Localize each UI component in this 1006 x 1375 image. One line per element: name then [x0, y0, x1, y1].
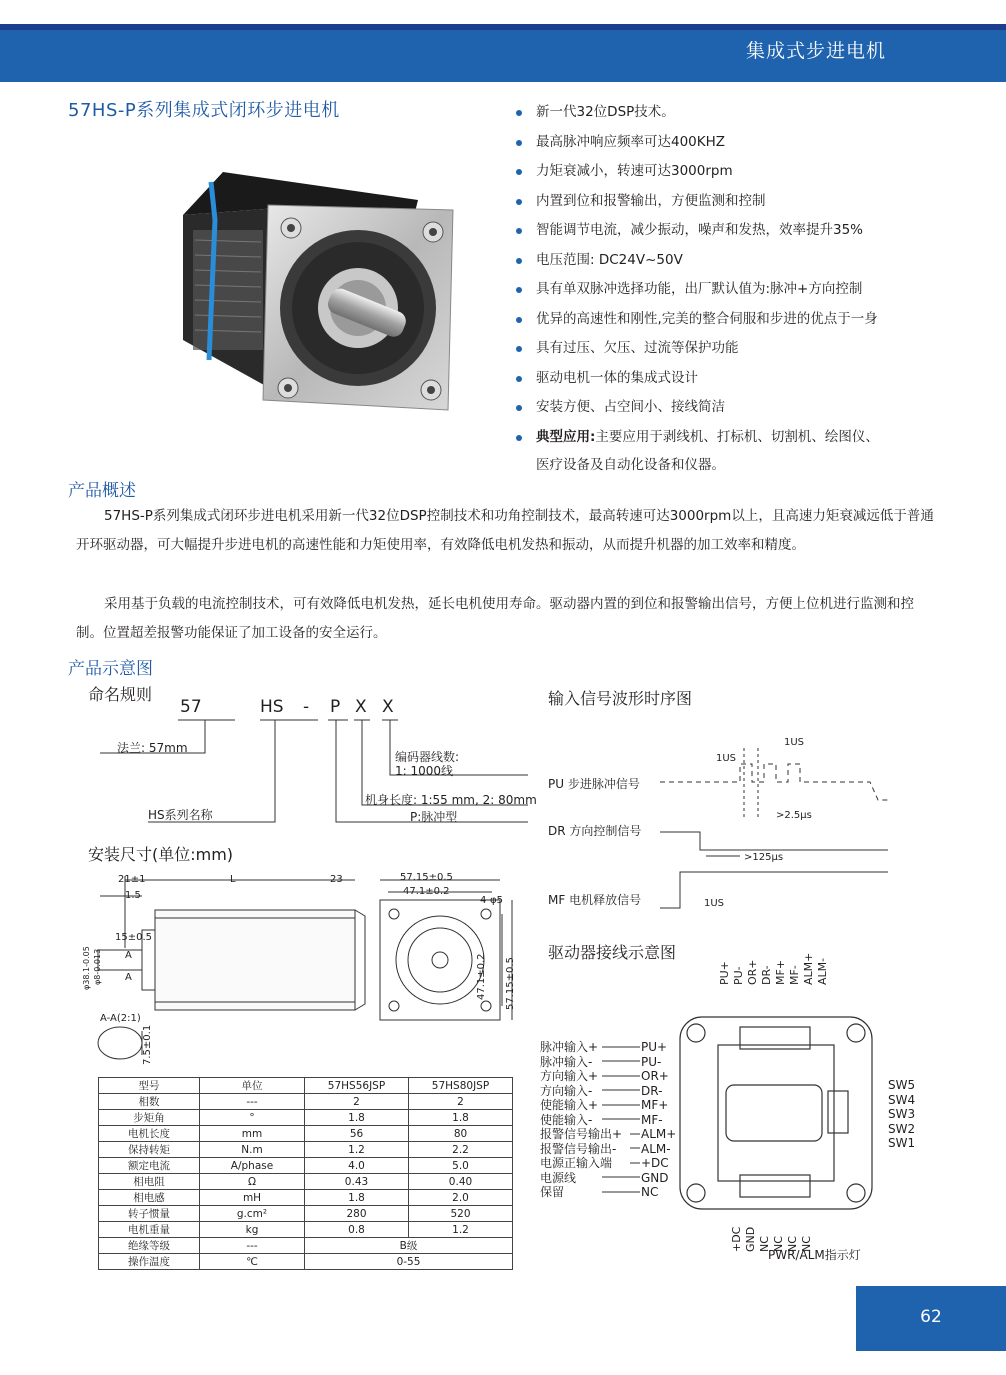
dim-k: 47.1±0.2: [476, 953, 487, 1000]
table-cell: 0.43: [305, 1174, 409, 1190]
top-pin: DR-: [760, 965, 773, 985]
motor-photo: [163, 160, 463, 420]
table-row: [99, 1142, 513, 1158]
bottom-pin: NC: [772, 1236, 785, 1252]
table-cell: 0-55: [305, 1254, 513, 1270]
table-cell: ---: [200, 1094, 305, 1110]
wire-pin: ALM-: [641, 1141, 671, 1156]
dim-h: 57.15±0.5: [400, 872, 453, 883]
header-bar: [0, 24, 1006, 82]
table-cell: 280: [305, 1206, 409, 1222]
wire-pin: OR+: [641, 1069, 669, 1083]
naming-part-dash: -: [303, 697, 310, 717]
wire-label: 电源线: [540, 1170, 577, 1185]
wire-label: 保留: [540, 1185, 565, 1199]
table-cell: 操作温度: [99, 1254, 200, 1270]
overview-paragraph-1: 57HS-P系列集成式闭环步进电机采用新一代32位DSP控制技术和功角控制技术，最高转速可达3000rpm以上，且高速力矩衰减远低于普通开环驱动器，可大幅提升步进电机的高速性能和力矩使用率，有效降低电机发热和振动，从而提升机器的加工效率和精度。: [76, 508, 934, 553]
wiring-top-pins: [718, 952, 838, 1015]
dim-c: 23: [330, 874, 343, 885]
wiring-switches: [888, 1078, 915, 1151]
table-cell: 电机长度: [99, 1126, 200, 1142]
dim-g: A: [125, 972, 132, 983]
feature-item: 新一代32位DSP技术。: [514, 98, 954, 128]
feature-item: 优异的高速性和刚性,完美的整合伺服和步进的优点于一身: [514, 305, 954, 335]
feature-item: 安装方便、占空间小、接线简洁: [514, 393, 954, 423]
naming-length: 机身长度: 1:55 mm, 2: 80mm: [365, 793, 537, 807]
wire-pin: MF-: [641, 1112, 663, 1127]
top-pin: PU-: [732, 966, 745, 985]
timing-dr-label: DR 方向控制信号: [548, 824, 642, 838]
table-row: [99, 1174, 513, 1190]
top-pin: ALM-: [816, 957, 829, 985]
table-cell: 相数: [99, 1094, 200, 1110]
wire-label: 电源正输入端: [540, 1156, 613, 1170]
feature-item: 驱动电机一体的集成式设计: [514, 364, 954, 394]
top-pin: ALM+: [802, 952, 815, 985]
timing-t3: >2.5μs: [776, 810, 812, 821]
timing-t1: 1US: [716, 753, 737, 764]
feature-item: 最高脉冲响应频率可达400KHZ: [514, 128, 954, 158]
page-number: 62: [856, 1286, 1006, 1351]
table-cell: 2.2: [409, 1142, 513, 1158]
table-cell: 步矩角: [99, 1110, 200, 1126]
wire-pin: GND: [641, 1170, 669, 1185]
naming-series: HS系列名称: [148, 808, 213, 822]
sw-label: SW4: [888, 1092, 916, 1107]
table-cell: 保持转矩: [99, 1142, 200, 1158]
wire-pin: ALM+: [641, 1127, 677, 1141]
feature-item: 内置到位和报警输出，方便监测和控制: [514, 187, 954, 217]
table-cell: 电机重量: [99, 1222, 200, 1238]
wire-pin: MF+: [641, 1098, 669, 1112]
feature-item: 具有过压、欠压、过流等保护功能: [514, 334, 954, 364]
table-row: [99, 1094, 513, 1110]
dim-n: 7.5±0.1: [142, 1024, 153, 1065]
table-cell: ℃: [200, 1254, 305, 1270]
dim-e: 15±0.5: [115, 932, 153, 943]
sw-label: SW1: [888, 1136, 916, 1150]
table-cell: 相电阻: [99, 1174, 200, 1190]
sw-label: SW3: [888, 1107, 916, 1121]
table-row: [99, 1238, 513, 1254]
table-row: [99, 1190, 513, 1206]
wire-pin: PU+: [641, 1040, 668, 1054]
naming-encoder-2: 1: 1000线: [395, 764, 454, 778]
wire-label: 使能输入+: [540, 1098, 599, 1112]
table-cell: 绝缘等级: [99, 1238, 200, 1254]
table-cell: 5.0: [409, 1158, 513, 1174]
bottom-pin: NC: [786, 1236, 799, 1252]
install-title: 安装尺寸(单位:mm): [88, 845, 234, 864]
table-cell: 1.2: [409, 1222, 513, 1238]
feature-item: 智能调节电流，减少振动，噪声和发热，效率提升35%: [514, 216, 954, 246]
table-header: 57HS80JSP: [409, 1078, 513, 1094]
table-row: [99, 1206, 513, 1222]
wire-label: 报警信号输出+: [540, 1127, 623, 1141]
dim-L: L: [230, 874, 236, 885]
table-header: 型号: [99, 1078, 200, 1094]
table-cell: 相电感: [99, 1190, 200, 1206]
indicator-label: PWR/ALM指示灯: [768, 1248, 861, 1262]
application-item: [514, 423, 954, 480]
wire-pin: +DC: [641, 1156, 669, 1170]
table-cell: A/phase: [200, 1158, 305, 1174]
bottom-pin: +DC: [730, 1226, 743, 1252]
application-text: 主要应用于剥线机、打标机、切割机、绘图仪、: [595, 428, 879, 445]
naming-title: 命名规则: [88, 685, 153, 704]
dim-f: A: [125, 950, 132, 961]
table-cell: ---: [200, 1238, 305, 1254]
product-title: 57HS-P系列集成式闭环步进电机: [68, 100, 340, 121]
feature-item: 具有单双脉冲选择功能，出厂默认值为:脉冲+方向控制: [514, 275, 954, 305]
table-cell: 1.8: [409, 1110, 513, 1126]
wire-label: 使能输入-: [540, 1112, 593, 1127]
feature-list: [514, 98, 954, 479]
table-cell: 1.8: [305, 1190, 409, 1206]
naming-part-hs: HS: [260, 697, 284, 717]
wiring-left-pins: [641, 1040, 676, 1200]
bottom-pin: GND: [744, 1226, 757, 1252]
bottom-pin: NC: [758, 1236, 771, 1252]
timing-mf-label: MF 电机释放信号: [548, 893, 642, 907]
table-cell: B级: [305, 1238, 513, 1254]
dim-d: 1.5: [125, 890, 141, 901]
naming-pulse: P:脉冲型: [410, 810, 458, 824]
top-pin: PU+: [718, 961, 731, 985]
table-cell: mm: [200, 1126, 305, 1142]
table-cell: 56: [305, 1126, 409, 1142]
table-cell: 0.40: [409, 1174, 513, 1190]
timing-t5: 1US: [704, 898, 725, 909]
table-cell: mH: [200, 1190, 305, 1206]
timing-t4: >125μs: [744, 852, 784, 863]
dim-j: 4-φ5: [480, 895, 503, 906]
timing-title: 输入信号波形时序图: [548, 689, 693, 708]
table-cell: 额定电流: [99, 1158, 200, 1174]
table-cell: 1.8: [305, 1110, 409, 1126]
dim-a: 21±1: [118, 874, 146, 885]
wire-lines: [600, 1040, 642, 1205]
diagram-heading: 产品示意图: [68, 659, 153, 679]
table-row: [99, 1254, 513, 1270]
wire-label: 方向输入-: [540, 1083, 593, 1098]
overview-paragraph-2: 采用基于负载的电流控制技术，可有效降低电机发热，延长电机使用寿命。驱动器内置的到位和报警输出信号，方便上位机进行监测和控制。位置超差报警功能保证了加工设备的安全运行。: [76, 596, 914, 641]
naming-encoder-1: 编码器线数:: [395, 750, 460, 764]
wire-label: 方向输入+: [540, 1069, 599, 1083]
table-cell: 0.8: [305, 1222, 409, 1238]
table-cell: N.m: [200, 1142, 305, 1158]
table-row: [99, 1126, 513, 1142]
table-cell: 4.0: [305, 1158, 409, 1174]
section-name: 集成式步进电机: [745, 40, 886, 62]
table-cell: Ω: [200, 1174, 305, 1190]
table-cell: g.cm²: [200, 1206, 305, 1222]
table-cell: 1.2: [305, 1142, 409, 1158]
table-cell: kg: [200, 1222, 305, 1238]
feature-item: 电压范围: DC24V~50V: [514, 246, 954, 276]
application-label: 典型应用:: [536, 428, 596, 445]
dim-i: 47.1±0.2: [403, 886, 450, 897]
table-cell: °: [200, 1110, 305, 1126]
bottom-pin: NC: [800, 1236, 813, 1252]
dim-l: 57.15±0.5: [505, 957, 516, 1010]
spec-table: [98, 1077, 513, 1270]
timing-waveforms: [660, 730, 890, 920]
dim-p: φ8-0.013: [93, 948, 102, 985]
table-cell: 2.0: [409, 1190, 513, 1206]
table-cell: 2: [409, 1094, 513, 1110]
table-row: [99, 1158, 513, 1174]
wire-pin: NC: [641, 1185, 659, 1199]
sw-label: SW5: [888, 1078, 916, 1092]
driver-board: [678, 1015, 878, 1215]
table-cell: 520: [409, 1206, 513, 1222]
feature-item: 力矩衰减小，转速可达3000rpm: [514, 157, 954, 187]
table-row: [99, 1110, 513, 1126]
naming-part-57: 57: [180, 697, 202, 717]
naming-part-x1: X: [355, 697, 367, 717]
timing-t2: 1US: [784, 737, 805, 748]
wire-pin: PU-: [641, 1054, 662, 1069]
overview-heading: 产品概述: [68, 481, 136, 501]
top-pin: MF+: [774, 959, 787, 985]
table-cell: 2: [305, 1094, 409, 1110]
wire-label: 脉冲输入-: [540, 1054, 593, 1069]
wire-label: 脉冲输入+: [540, 1040, 599, 1054]
table-row: [99, 1222, 513, 1238]
top-pin: MF-: [788, 965, 801, 985]
wiring-title: 驱动器接线示意图: [548, 943, 677, 962]
sw-label: SW2: [888, 1121, 916, 1136]
dim-m: A-A(2:1): [100, 1013, 141, 1024]
table-header: 单位: [200, 1078, 305, 1094]
table-cell: 转子惯量: [99, 1206, 200, 1222]
naming-part-p: P: [330, 697, 341, 717]
table-header: 57HS56JSP: [305, 1078, 409, 1094]
table-cell: 80: [409, 1126, 513, 1142]
naming-flange: 法兰: 57mm: [117, 741, 188, 755]
wire-pin: DR-: [641, 1083, 663, 1098]
application-text-2: 医疗设备及自动化设备和仪器。: [536, 457, 725, 473]
naming-part-x2: X: [382, 697, 394, 717]
dim-o: φ38.1-0.05: [82, 946, 91, 990]
table-header-row: [99, 1078, 513, 1094]
timing-pu-label: PU 步进脉冲信号: [548, 777, 640, 791]
top-pin: OR+: [746, 959, 759, 985]
wire-label: 报警信号输出-: [540, 1141, 617, 1156]
